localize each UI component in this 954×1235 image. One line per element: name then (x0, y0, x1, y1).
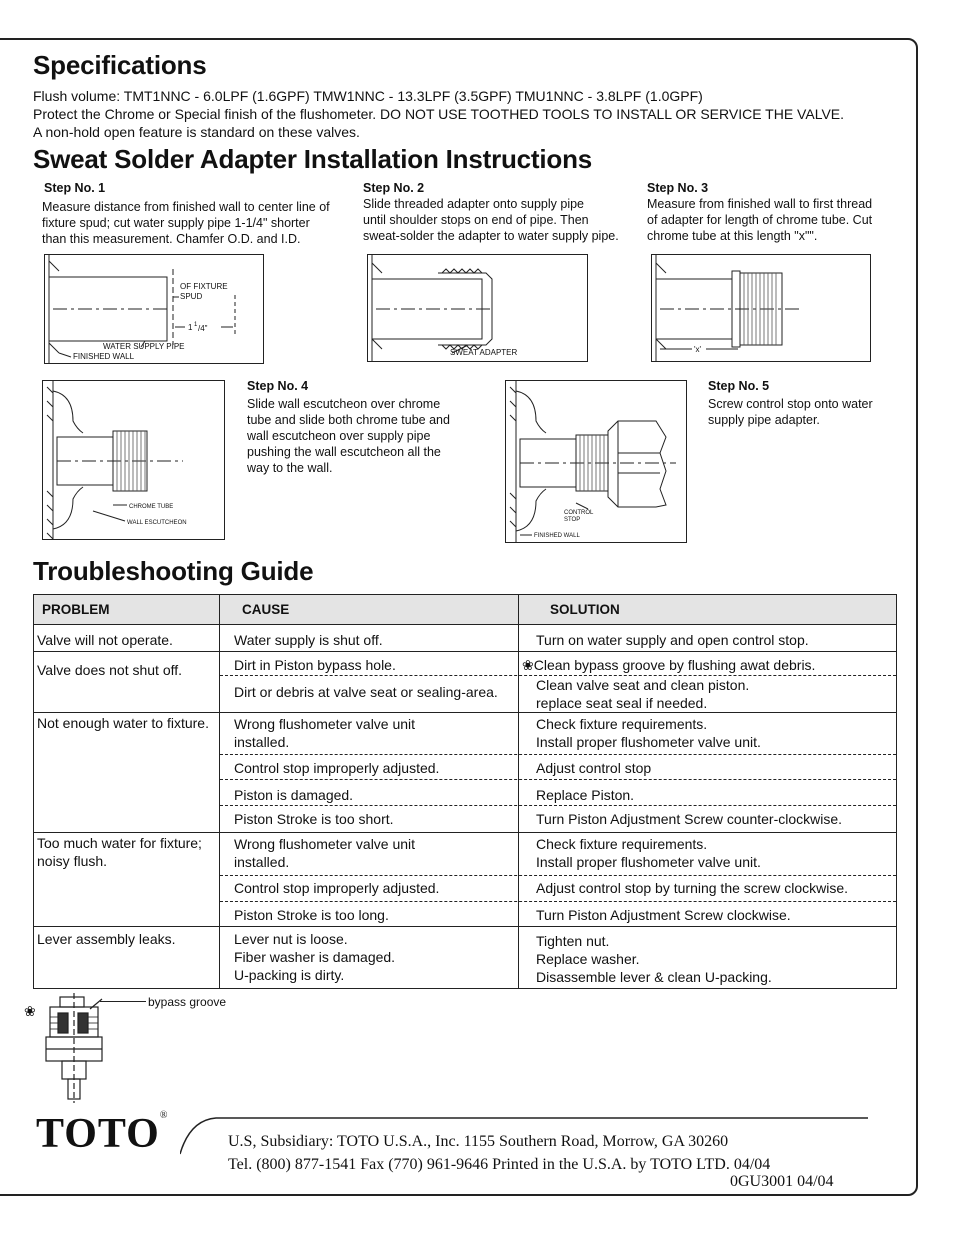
step-1-text (42, 199, 330, 247)
step-1-diagram (44, 254, 264, 364)
label-dimension-sub: /4" (198, 324, 208, 333)
step-2-title: Step No. 2 (363, 181, 425, 195)
bypass-groove-diagram (38, 993, 108, 1103)
step-2-text (363, 196, 619, 244)
solution-cell: ❀Clean bypass groove by flushing awat debris. (522, 657, 816, 673)
label-chrome-tube: CHROME TUBE (129, 504, 174, 510)
cause-cell: Piston is damaged. (234, 787, 354, 803)
bypass-groove-label: bypass groove (148, 995, 227, 1009)
step-5-text (708, 396, 873, 428)
problem-cell: Too much water for fixture; (37, 835, 202, 851)
problem-cell: noisy flush. (37, 853, 108, 869)
specifications-heading: Specifications (33, 50, 207, 80)
solution-cell: Check fixture requirements. (536, 836, 708, 852)
cause-cell: installed. (234, 734, 290, 750)
troubleshooting-table (33, 594, 897, 989)
dashed-divider (220, 901, 896, 902)
dashed-divider (220, 754, 896, 755)
label-finished-wall-2: FINISHED WALL (534, 533, 580, 539)
solution-cell: Turn on water supply and open control stop. (536, 632, 809, 648)
registered-mark: ® (159, 1110, 169, 1121)
step-2-line: sweat-solder the adapter to water supply pipe. (363, 229, 619, 243)
logo-text: TOTO (36, 1111, 160, 1157)
toto-logo (36, 1110, 168, 1158)
step-5-diagram (505, 380, 687, 543)
problem-cell: Valve does not shut off. (37, 662, 183, 678)
problem-cell: Valve will not operate. (37, 632, 173, 648)
problem-cell: Not enough water to fixture. (37, 715, 209, 731)
step-1-line: Measure distance from finished wall to center line of (42, 200, 330, 214)
step-1-line: fixture spud; cut water supply pipe 1-1/4" shorter (42, 216, 310, 230)
cause-cell: Piston Stroke is too long. (234, 907, 389, 923)
header-problem: PROBLEM (42, 602, 110, 617)
solution-cell: Clean valve seat and clean piston. (536, 677, 750, 693)
spec-flush-volume: Flush volume: TMT1NNC - 6.0LPF (1.6GPF) TMW1NNC - 13.3LPF (3.5GPF) TMU1NNC - 3.8LPF (1.0GPF) (33, 88, 703, 104)
row-divider (34, 651, 896, 652)
cause-cell: Lever nut is loose. (234, 931, 348, 947)
row-divider (34, 832, 896, 833)
solution-cell: Turn Piston Adjustment Screw counter-clockwise. (536, 811, 843, 827)
solution-cell: Replace washer. (536, 951, 640, 967)
step-4-line: wall escutcheon over supply pipe (247, 429, 431, 443)
step-3-title: Step No. 3 (647, 181, 709, 195)
step-5-title: Step No. 5 (708, 379, 770, 393)
step-4-line: tube and slide both chrome tube and (247, 413, 450, 427)
solution-cell: Disassemble lever & clean U-packing. (536, 969, 772, 985)
label-stop: STOP (564, 517, 581, 523)
bypass-leader-line (100, 1001, 146, 1002)
spec-non-hold: A non-hold open feature is standard on these valves. (33, 124, 360, 140)
cause-cell: Wrong flushometer valve unit (234, 716, 416, 732)
installation-heading: Sweat Solder Adapter Installation Instructions (33, 144, 593, 174)
table-header (34, 595, 896, 625)
row-divider (34, 712, 896, 713)
step-3-diagram (651, 254, 871, 362)
solution-cell: Install proper flushometer valve unit. (536, 854, 761, 870)
solution-cell: Adjust control stop (536, 760, 652, 776)
footer-code: 0GU3001 04/04 (730, 1173, 834, 1190)
label-dimension-sup: 1 (194, 322, 198, 328)
label-x-length: 'x' (694, 345, 702, 354)
cause-cell: Piston Stroke is too short. (234, 811, 394, 827)
cause-cell: Control stop improperly adjusted. (234, 760, 440, 776)
label-wall-escutcheon: WALL ESCUTCHEON (127, 520, 187, 526)
cause-cell: installed. (234, 854, 290, 870)
step-4-line: Slide wall escutcheon over chrome (247, 397, 441, 411)
solution-cell: Tighten nut. (536, 933, 610, 949)
cause-cell: Control stop improperly adjusted. (234, 880, 440, 896)
step-1-line: than this measurement. Chamfer O.D. and I.D. (42, 232, 301, 246)
cause-cell: Water supply is shut off. (234, 632, 383, 648)
asterisk-icon: ❀ (24, 1003, 36, 1019)
label-control: CONTROL (564, 510, 594, 516)
row-divider (34, 926, 896, 927)
step-3-line: chrome tube at this length "x"". (647, 229, 818, 243)
step-3-line: Measure from finished wall to first thread (647, 197, 873, 211)
column-divider (219, 595, 220, 988)
step-2-line: Slide threaded adapter onto supply pipe (363, 197, 584, 211)
step-4-diagram (42, 380, 225, 540)
label-finished-wall: FINISHED WALL (73, 352, 135, 361)
cause-cell: Wrong flushometer valve unit (234, 836, 416, 852)
label-water-supply-pipe: WATER SUPPLY PIPE (103, 342, 185, 351)
label-of-fixture: OF FIXTURE (180, 282, 228, 291)
column-divider (518, 595, 519, 988)
step-5-line: Screw control stop onto water (708, 397, 873, 411)
step-4-line: way to the wall. (247, 461, 333, 475)
problem-cell: Lever assembly leaks. (37, 931, 176, 947)
spec-finish-warning: Protect the Chrome or Special finish of the flushometer. DO NOT USE TOOTHED TOOLS TO INSTALL OR SERVICE THE VALVE. (33, 106, 845, 122)
step-4-line: pushing the wall escutcheon all the (247, 445, 441, 459)
cause-cell: Dirt or debris at valve seat or sealing-area. (234, 684, 498, 700)
solution-cell: Adjust control stop by turning the screw clockwise. (536, 880, 849, 896)
step-3-text (647, 196, 872, 244)
dashed-divider (220, 779, 896, 780)
cause-cell: U-packing is dirty. (234, 967, 345, 983)
step-5-line: supply pipe adapter. (708, 413, 820, 427)
step-3-line: of adapter for length of chrome tube. Cut (647, 213, 873, 227)
label-dimension: 1 (188, 323, 193, 332)
solution-cell: Replace Piston. (536, 787, 635, 803)
label-spud: SPUD (180, 292, 203, 301)
step-2-diagram (367, 254, 588, 362)
step-2-line: until shoulder stops on end of pipe. Then (363, 213, 589, 227)
cause-cell: Dirt in Piston bypass hole. (234, 657, 396, 673)
dashed-divider (220, 805, 896, 806)
header-solution: SOLUTION (550, 602, 620, 617)
dashed-divider (220, 875, 896, 876)
header-cause: CAUSE (242, 602, 290, 617)
step-4-title: Step No. 4 (247, 379, 309, 393)
step-1-title: Step No. 1 (44, 181, 106, 195)
solution-cell: Install proper flushometer valve unit. (536, 734, 761, 750)
footer-address: U.S, Subsidiary: TOTO U.S.A., Inc. 1155 Southern Road, Morrow, GA 30260 (228, 1133, 729, 1150)
footer-phone: Tel. (800) 877-1541 Fax (770) 961-9646 Printed in the U.S.A. by TOTO LTD. 04/04 (228, 1156, 771, 1173)
solution-cell: replace seat seal if needed. (536, 695, 708, 711)
troubleshooting-heading: Troubleshooting Guide (33, 556, 314, 586)
solution-cell: Check fixture requirements. (536, 716, 708, 732)
step-4-text (247, 396, 450, 476)
label-sweat-adapter: SWEAT ADAPTER (450, 348, 518, 357)
solution-cell: Turn Piston Adjustment Screw clockwise. (536, 907, 791, 923)
cause-cell: Fiber washer is damaged. (234, 949, 396, 965)
